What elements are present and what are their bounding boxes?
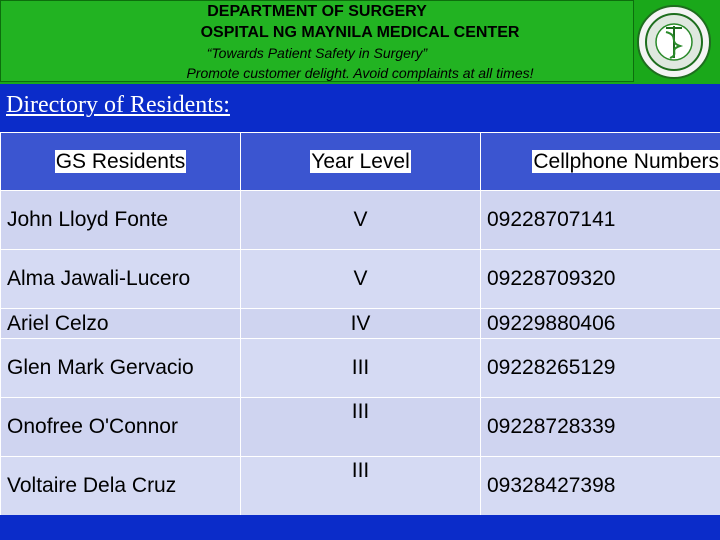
year-level: V — [241, 191, 481, 250]
table-row — [1, 309, 720, 339]
resident-name: Voltaire Dela Cruz — [1, 457, 241, 516]
year-level: III — [241, 339, 481, 398]
medical-center-seal-icon — [636, 4, 712, 80]
department-title: DEPARTMENT OF SURGERY — [207, 3, 427, 20]
table-row — [1, 398, 720, 457]
motto-line: “Towards Patient Safety in Surgery” — [206, 45, 428, 61]
resident-name: Onofree O'Connor — [1, 398, 241, 457]
residents-table — [0, 132, 720, 516]
resident-name: Glen Mark Gervacio — [1, 339, 241, 398]
page-title: Directory of Residents: — [6, 92, 230, 118]
year-level: IV — [241, 309, 481, 339]
resident-name: Ariel Celzo — [1, 309, 241, 339]
resident-name: John Lloyd Fonte — [1, 191, 241, 250]
column-header-year-level: Year Level — [241, 133, 481, 191]
resident-name: Alma Jawali-Lucero — [1, 250, 241, 309]
table-header-row — [1, 133, 720, 191]
table-row — [1, 339, 720, 398]
table-row — [1, 250, 720, 309]
column-header-residents: GS Residents — [1, 133, 241, 191]
column-header-cellphone: Cellphone Numbers — [481, 133, 720, 191]
cellphone-number: 09328427398 — [481, 457, 720, 516]
table-row — [1, 191, 720, 250]
year-level: III — [241, 398, 481, 457]
cellphone-number: 09228265129 — [481, 339, 720, 398]
cellphone-number: 09228707141 — [481, 191, 720, 250]
year-level: V — [241, 250, 481, 309]
table-row — [1, 457, 720, 516]
year-level: III — [241, 457, 481, 516]
tagline: Promote customer delight. Avoid complaints at all times! — [186, 65, 534, 81]
hospital-name: OSPITAL NG MAYNILA MEDICAL CENTER — [200, 24, 520, 41]
footer-strip — [0, 515, 720, 540]
header-banner — [0, 0, 720, 84]
cellphone-number: 09229880406 — [481, 309, 720, 339]
cellphone-number: 09228709320 — [481, 250, 720, 309]
cellphone-number: 09228728339 — [481, 398, 720, 457]
